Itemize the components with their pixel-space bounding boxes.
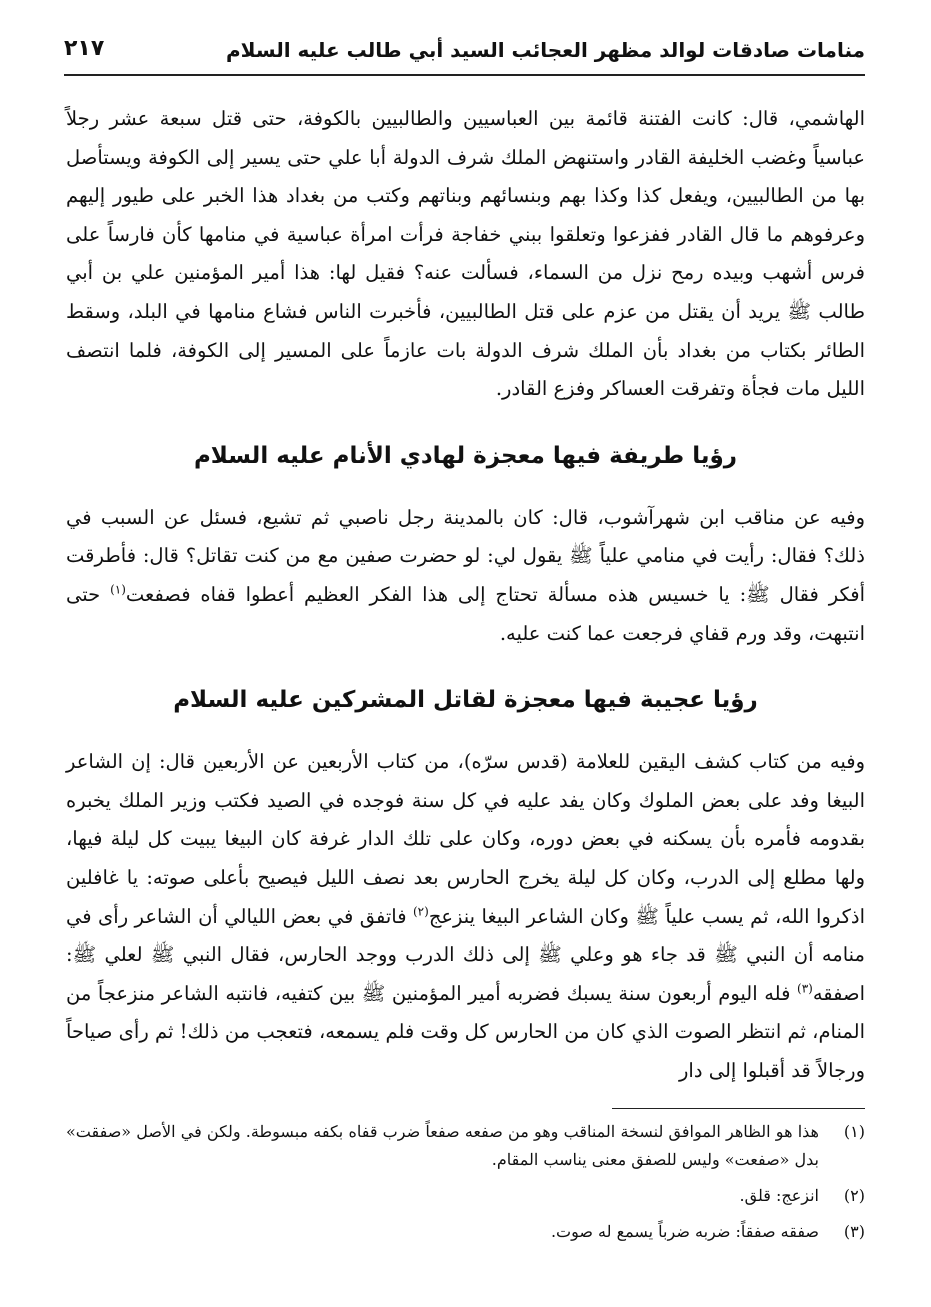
footnote-text: هذا هو الظاهر الموافق لنسخة المناقب وهو من صفعه صفعاً ضرب قفاه بكفه مبسوطة. ولكن في الأصل «صفقت» بدل «صفعت» وليس للصفق معنى يناسب المقام.: [66, 1122, 819, 1169]
section-heading-2: رؤيا عجيبة فيها معجزة لقاتل المشركين عليه السلام: [173, 687, 758, 714]
footnote-ref-3[interactable]: (٣): [797, 981, 813, 996]
footnote-number: (٣): [843, 1222, 865, 1241]
footnote-ref-1[interactable]: (١): [110, 582, 126, 597]
footnote-number: (٢): [843, 1186, 865, 1205]
footnote-1: [66, 1118, 865, 1174]
paragraph-3: [66, 743, 865, 1090]
paragraph-3-text-c: فله اليوم أربعون سنة يسبك فضربه أمير المؤمنين ﷺ بين كتفيه، فانتبه الشاعر منزعجاً من المنام، ثم انتظر الصوت الذي كان من الحارس كل وقت فلم يسمعه، فتعجب من ذلك! ثم رأى صياحاً ورجالاً قد أقبلوا إلى دار: [66, 981, 865, 1082]
paragraph-2-text-b: حتى انتبهت، وقد ورم قفاي فرجعت عما كنت عليه.: [66, 582, 865, 645]
footnote-text: انزعج: قلق.: [739, 1186, 819, 1205]
footnote-ref-2[interactable]: (٢): [412, 904, 429, 918]
footnotes: [66, 1118, 865, 1254]
paragraph-2: [66, 499, 865, 653]
footnote-separator: [612, 1108, 865, 1109]
paragraph-3-text-a: وفيه من كتاب كشف اليقين للعلامة (قدس سرّه)، من كتاب الأربعين عن الأربعين قال: إن الشاعر البيغا وفد على بعض الملوك وكان يفد عليه في كل سنة فوجده في الصيد فكتب وزير الملك يخبره بقدومه فأمره بأن يسكنه في بعض دوره، وكان على تلك الدار غرفة كان البيغا يبيت كل ليلة فيها، ولها مطلع إلى الدرب، وكان كل ليلة يخرج الحارس بعد نصف الليل فيصيح بأعلى صوته: يا غافلين اذكروا الله، ثم يسب علياً ﷺ وكان الشاعر البيغا ينزعج: [66, 750, 865, 928]
footnote-text: صفقه صفقاً: ضربه ضرباً يسمع له صوت.: [550, 1222, 819, 1241]
running-title: منامات صادقات لوالد مظهر العجائب السيد أبي طالب عليه السلام: [226, 38, 865, 62]
page-number: ٢١٧: [64, 36, 105, 61]
running-header: [64, 30, 865, 76]
paragraph-2-text-a: وفيه عن مناقب ابن شهرآشوب، قال: كان بالمدينة رجل ناصبي ثم تشيع، فسئل عن السبب في ذلك؟ فقال: رأيت في منامي علياً ﷺ يقول لي: لو حضرت صفين مع من كنت تقاتل؟ قال: فأطرقت أفكر فقال ﷺ: يا خسيس هذه مسألة تحتاج إلى هذا الفكر العظيم أعطوا قفاه فصفعت: [66, 505, 865, 606]
paragraph-3-text-b: فاتفق في بعض الليالي أن الشاعر رأى في منامه أن النبي ﷺ قد جاء هو وعلي ﷺ إلى ذلك الدرب ووجد الحارس، فقال النبي ﷺ لعلي ﷺ: اصفقه: [66, 904, 865, 1005]
footnote-number: (١): [843, 1122, 865, 1141]
main-text: [66, 100, 865, 1090]
paragraph-1: الهاشمي، قال: كانت الفتنة قائمة بين العباسيين والطالبيين بالكوفة، حتى قتل سبعة عشر رجلاً عباسياً وغضب الخليفة القادر واستنهض الملك شرف الدولة أبا علي حتى يسير إلى الكوفة ويستأصل بها من الطالبيين، ويفعل كذا وكذا بهم وبنسائهم وبناتهم وكتب من بغداد هذا الخبر على طيور إليهم وعرفوهم ما قال القادر ففزعوا وتعلقوا ببني خفاجة فرأت امرأة عباسية في منامها كأن فارساً على فرس أشهب وبيده رمح نزل من السماء، فسألت عنه؟ فقيل لها: هذا أمير المؤمنين علي بن أبي طالب ﷺ يريد أن يقتل من عزم على قتل الطالبيين، فأخبرت الناس فشاع منامها في البلد، وسقط الطائر بكتاب من بغداد بأن الملك شرف الدولة بات عازماً على المسير إلى الكوفة، فلما انتصف الليل مات فجأة وتفرقت العساكر وفزع القادر.: [66, 107, 865, 401]
section-heading-1: رؤيا طريفة فيها معجزة لهادي الأنام عليه السلام: [193, 442, 738, 469]
footnote-2: [66, 1182, 865, 1210]
footnote-3: [66, 1218, 865, 1246]
